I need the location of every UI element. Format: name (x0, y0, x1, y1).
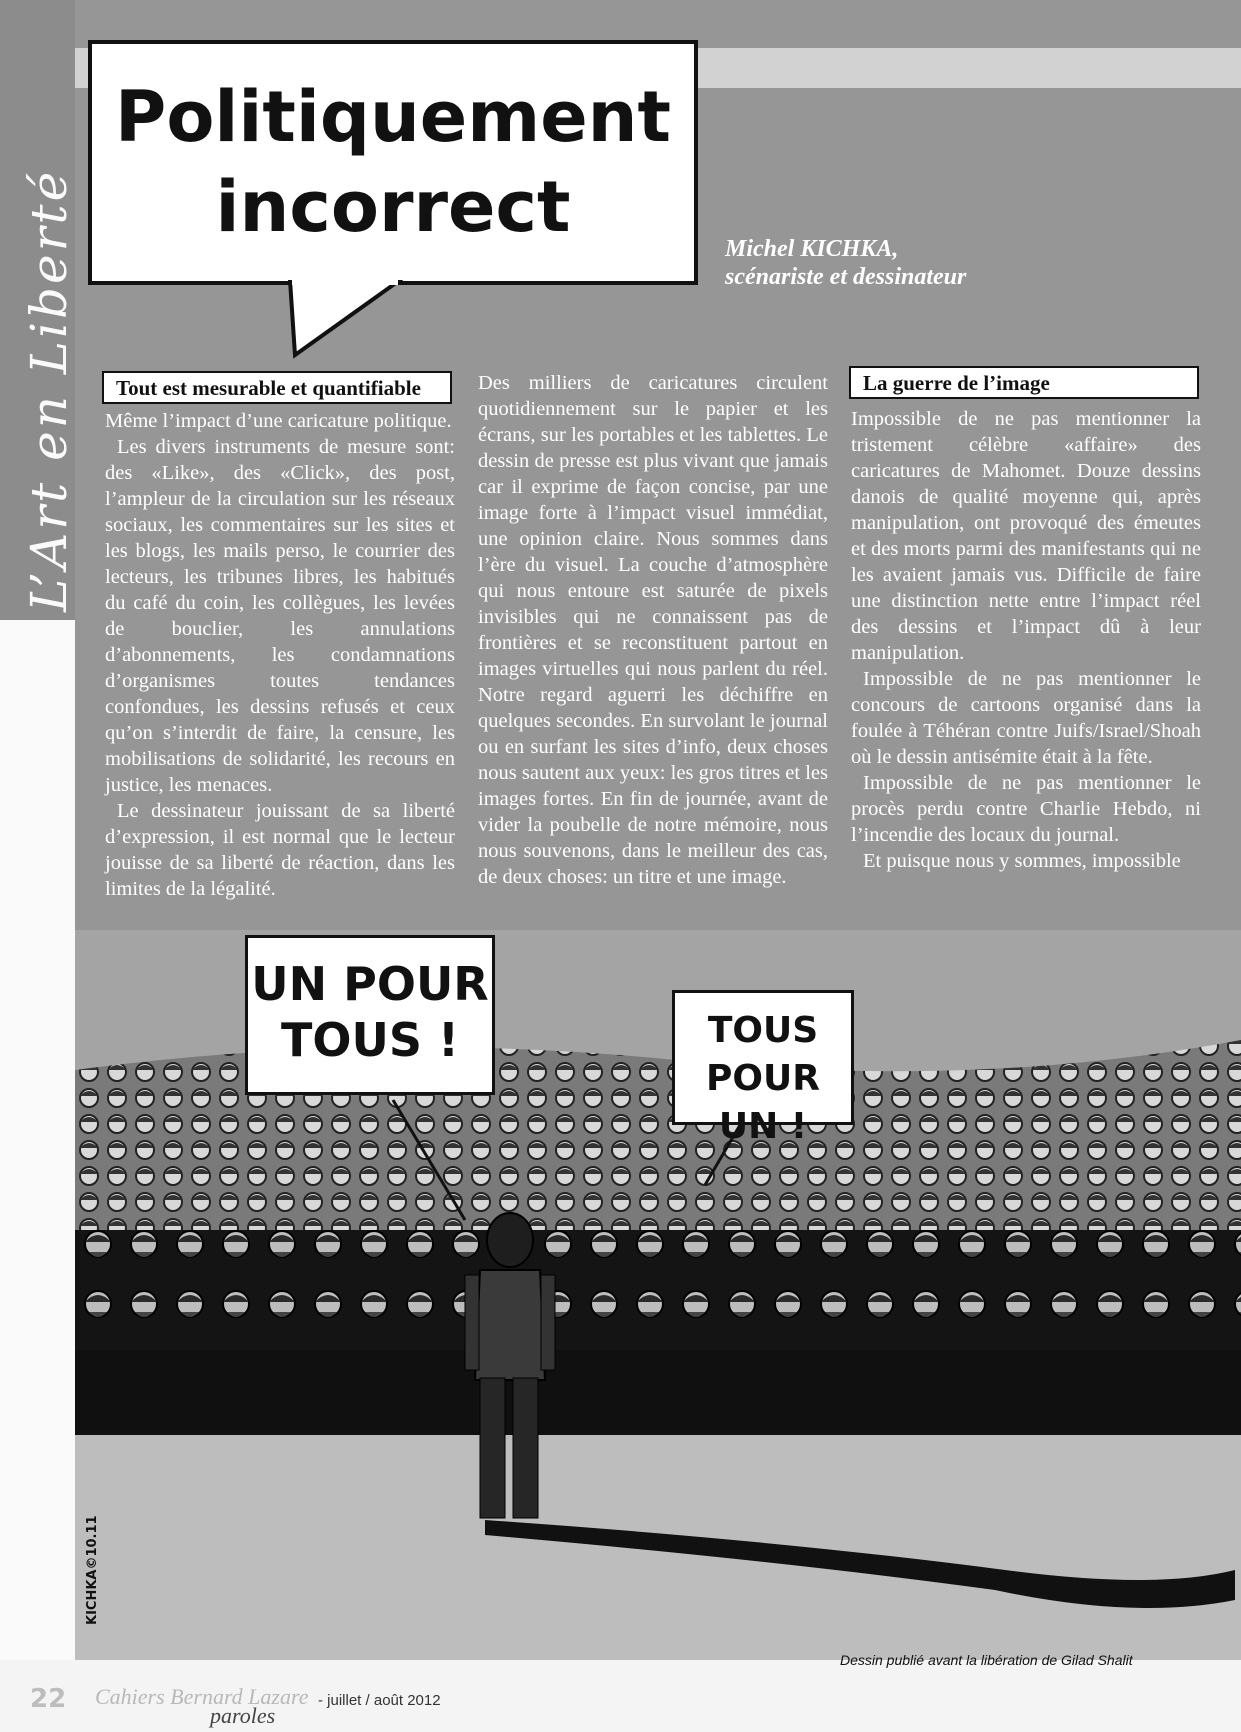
title-speech-bubble (88, 40, 698, 285)
paragraph: Et puisque nous y sommes, impossible (863, 850, 1181, 872)
section-title: L’Art en Liberté (20, 168, 78, 612)
section-heading-1: Tout est mesurable et quantifiable (102, 371, 452, 404)
cartoon-caption: Dessin publié avant la libération de Gilad Shalit (840, 1652, 1133, 1668)
section-heading-2: La guerre de l’image (849, 366, 1199, 399)
paragraph: Le dessinateur jouissant de sa liberté d’expression, il est normal que le lecteur jouisse de sa liberté de réaction, dans les limites de la légalité. (105, 800, 455, 900)
article-title (92, 72, 694, 252)
page-number: 22 (30, 1684, 67, 1714)
bubble-line: UN POUR (251, 957, 489, 1011)
author-name: Michel KICHKA, (725, 236, 899, 262)
artist-signature: KICHKA©10.11 (85, 1515, 100, 1625)
paragraph: Des milliers de caricatures circulent quotidiennement sur le papier et les écrans, sur les portables et les tablettes. Le dessin de presse est plus vivant que jamais car il exprime de façon concise, par une image forte à l’impact visuel immédiat, une opinion claire. Nous sommes dans l’ère du visuel. La couche d’atmosphère qui nous entoure est saturée de pixels invisibles qui ne connaissent pas de frontières et se reconstituent partout en images virtuelles qui nous parlent du réel. Notre regard aguerri les déchiffre en quelques secondes. En survolant le journal ou en surfant les sites d’info, deux choses nous sautent aux yeux: les gros titres et les images fortes. En fin de journée, avant de vider la poubelle de notre mémoire, nous nous souvenons, dans le meilleur des cas, de deux choses: un titre et une image. (478, 372, 828, 888)
paragraph: Impossible de ne pas mentionner le concours de cartoons organisé dans la foulée à Téhéran contre Juifs/Israel/Shoah où le dessin antisémite était à la fête. (851, 668, 1201, 768)
speech-bubble-tail-icon (270, 280, 430, 360)
author-byline (725, 235, 966, 291)
article-column-2 (478, 370, 828, 890)
bubble-line: TOUS (707, 1010, 819, 1051)
title-line-2: incorrect (215, 166, 571, 248)
bubble-line: TOUS ! (281, 1013, 459, 1067)
publication-name: Cahiers Bernard Lazare (95, 1684, 309, 1709)
paragraph: Impossible de ne pas mentionner la tristement célèbre «affaire» des caricatures de Mahomet. Douze dessins danois de qualité moyenne qui, après manipulation, ont provoqué des émeutes et des morts parmi des manifestants qui ne les avaient jamais vus. Difficile de faire une distinction nette entre l’impact réel des dessins et l’impact dû à leur manipulation. (851, 408, 1201, 664)
issue-date: - juillet / août 2012 (318, 1692, 441, 1709)
side-strip-lower (0, 620, 75, 1660)
article-column-1 (105, 408, 455, 902)
paragraph: Même l’impact d’une caricature politique. (105, 410, 452, 432)
paragraph: Les divers instruments de mesure sont: des «Like», des «Click», des post, l’ampleur de la circulation sur les réseaux sociaux, les commentaires sur les sites et les blogs, les mails perso, le courrier des lecteurs, les tribunes libres, les habitués du café du coin, les collègues, les levées de bouclier, les annulations d’abonnements, les condamnations d’organismes toutes tendances confondues, les dessins refusés et ceux qu’on s’interdit de faire, la censure, les mobilisations de solidarité, les recours en justice, les menaces. (105, 436, 455, 796)
paragraph: Impossible de ne pas mentionner le procès perdu contre Charlie Hebdo, ni l’incendie des locaux du journal. (851, 772, 1201, 846)
article-column-3 (851, 406, 1201, 874)
author-role: scénariste et dessinateur (725, 264, 967, 290)
publication-subtitle: paroles (210, 1703, 276, 1728)
bubble-line: POUR UN ! (706, 1058, 820, 1147)
title-line-1: Politiquement (115, 76, 671, 158)
speech-bubble-one-for-all (245, 935, 495, 1095)
speech-bubble-all-for-one (672, 990, 854, 1147)
